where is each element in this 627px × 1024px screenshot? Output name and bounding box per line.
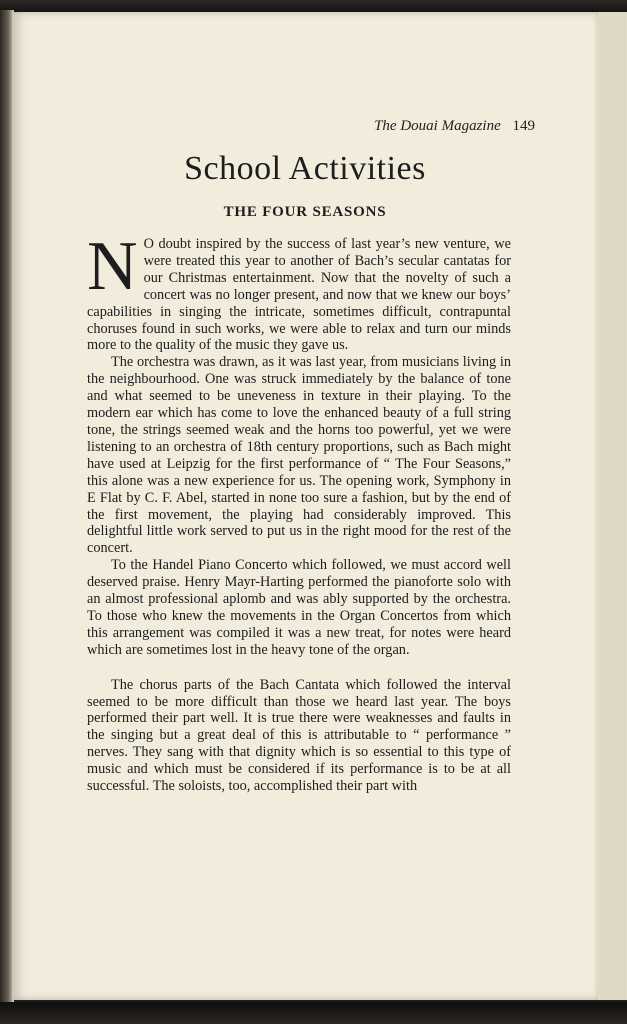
- article-title: THE FOUR SEASONS: [223, 204, 387, 220]
- book-spine-bottom: [0, 1002, 627, 1024]
- paragraph-4: The chorus parts of the Bach Cantata which followed the interval seemed to be more difficult than those we heard last year. The boys performed their part well. It is true there were weaknesses and faults in the singing but a great deal of this is attributable to “ performance ” nerves. They sang with that dignity which is so essential to this type of music and which must be considered if its performance is to be at all successful. The soloists, too, accomplished their part with: [87, 676, 511, 795]
- article-body: [87, 228, 511, 795]
- page-number: 149: [512, 118, 535, 134]
- magazine-name: The Douai Magazine: [374, 118, 501, 134]
- book-spine-top: [0, 0, 627, 12]
- paragraph-1-text: O doubt inspired by the success of last year’s new venture, we were treated this year to another of Bach’s secular cantatas for our Christmas entertainment. Now that the novelty of such a concert was no longer present, and now that we knew our boys’ capabilities in singing the intricate, sometimes difficult, contrapuntal choruses found in such works, we were able to relax and turn our minds more to the quality of the music they gave us.: [87, 236, 511, 354]
- page-stack-edge: [598, 12, 627, 1000]
- section-title: School Activities: [184, 150, 426, 187]
- running-header: [374, 118, 535, 135]
- paragraph-1: [87, 228, 511, 354]
- paragraph-2: The orchestra was drawn, as it was last year, from musicians living in the neighbourhood. One was struck immediately by the balance of tone and what seemed to be uneveness in texture in their playing. To the modern ear which has come to love the enhanced beauty of a full string tone, the strings seemed weak and the horns too powerful, yet we were listening to an orchestra of 18th century proportions, such as Bach might have used at Leipzig for the first performance of “ The Four Seasons,” this alone was a new experience for us. The opening work, Symphony in E Flat by C. F. Abel, started in none too sure a fashion, but by the end of the first movement, the playing had considerably improved. This delightful little work served to put us in the right mood for the rest of the concert.: [87, 354, 511, 557]
- paragraph-3: To the Handel Piano Concerto which followed, we must accord well deserved praise. Henry Mayr-Harting performed the pianoforte solo with an almost professional aplomb and was ably supported by the orchestra. To those who knew the movements in the Organ Concertos from which this arrangement was compiled it was a new treat, for notes were heard which are sometimes lost in the heavy tone of the organ.: [87, 557, 511, 658]
- drop-cap: N: [87, 228, 138, 305]
